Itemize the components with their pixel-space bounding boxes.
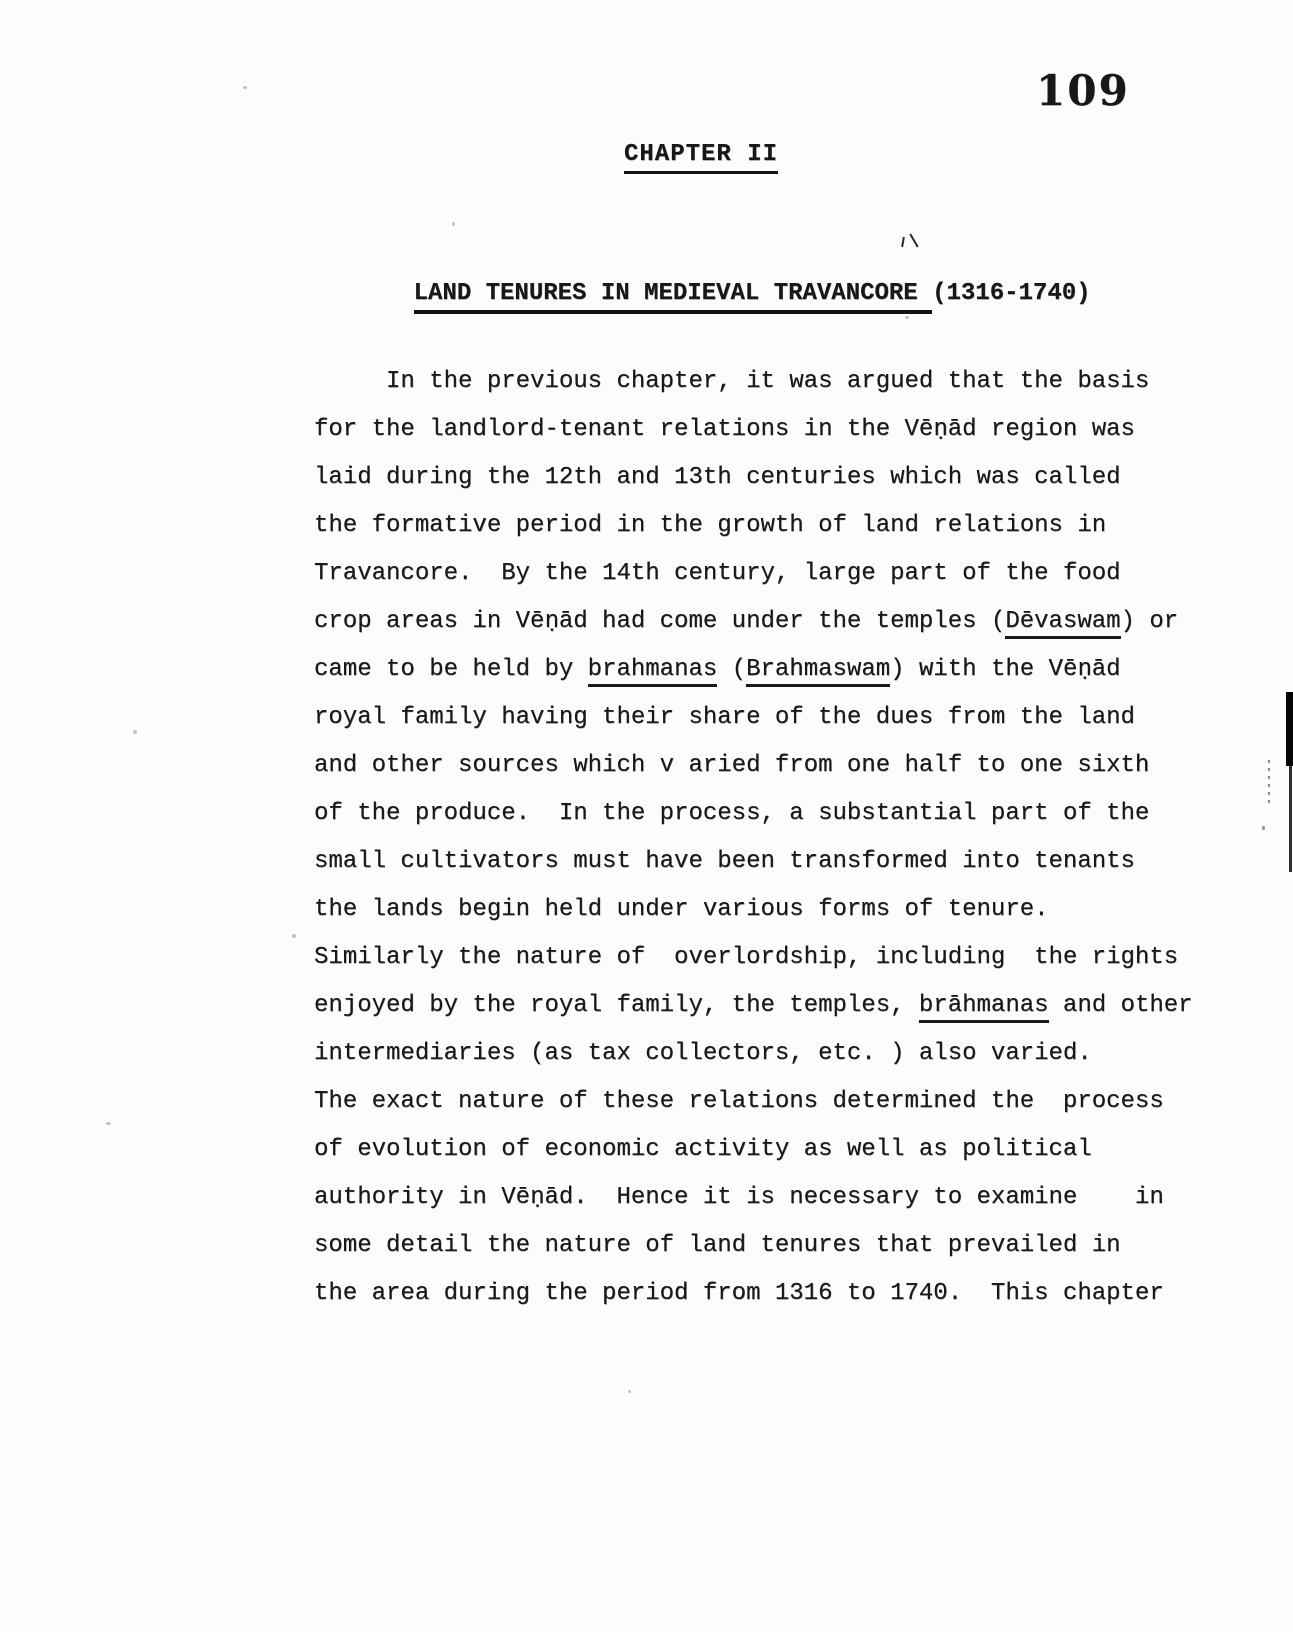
body-line (314, 406, 1193, 454)
document-title (356, 252, 1091, 342)
text-segment: ) or (1120, 608, 1179, 635)
scan-speck (106, 1122, 111, 1125)
text-segment: The exact nature of these relations determined the process (314, 1088, 1164, 1115)
body-line (314, 982, 1193, 1030)
text-segment: authority in Vēṇād. Hence it is necessary to examine in (314, 1184, 1164, 1211)
text-segment: and other (1048, 992, 1193, 1019)
underlined-term: Dēvaswam (1005, 608, 1120, 639)
page-number: 109 (1036, 66, 1130, 115)
scan-speck (905, 316, 909, 319)
text-segment: In the previous chapter, it was argued that the basis (314, 368, 1150, 395)
body-line (314, 694, 1193, 742)
text-segment: enjoyed by the royal family, the temples, (314, 992, 919, 1019)
stray-tick-mark (901, 237, 905, 247)
body-line (314, 1126, 1193, 1174)
underlined-term: brāhmanas (919, 992, 1049, 1023)
body-line (314, 502, 1193, 550)
scan-speck (628, 1390, 631, 1393)
text-segment: ) with the Vēṇād (890, 656, 1121, 683)
underlined-term: Brahmaswam (746, 656, 890, 687)
document-title-underlined: LAND TENURES IN MEDIEVAL TRAVANCORE (414, 280, 932, 315)
text-segment: of the produce. In the process, a substantial part of the (314, 800, 1150, 827)
text-segment: Travancore. By the 14th century, large part of the food (314, 560, 1121, 587)
body-line (314, 454, 1193, 502)
scan-edge-dot (1262, 826, 1265, 830)
body-line (314, 742, 1193, 790)
body-line (314, 1030, 1193, 1078)
scan-speck (243, 86, 247, 89)
body-line (314, 550, 1193, 598)
body-line (314, 1222, 1193, 1270)
body-line (314, 1174, 1193, 1222)
text-segment: intermediaries (as tax collectors, etc. ) also varied. (314, 1040, 1092, 1067)
text-segment: some detail the nature of land tenures that prevailed in (314, 1232, 1121, 1259)
body-line (314, 790, 1193, 838)
paragraph (314, 358, 1193, 1318)
text-segment: of evolution of economic activity as well as political (314, 1136, 1092, 1163)
text-segment: small cultivators must have been transformed into tenants (314, 848, 1135, 875)
body-line (314, 598, 1193, 646)
text-segment: and other sources which v aried from one half to one sixth (314, 752, 1150, 779)
chapter-heading (624, 142, 778, 174)
text-segment: ( (717, 656, 747, 683)
text-segment: came to be held by (314, 656, 588, 683)
text-segment: the area during the period from 1316 to 1740. This chapter (314, 1280, 1164, 1307)
underlined-term: brahmanas (588, 656, 718, 687)
scan-edge-line (1289, 766, 1292, 872)
body-line (314, 358, 1193, 406)
document-title-dates: (1316-1740) (932, 279, 1091, 307)
scan-speck (452, 222, 455, 226)
body-line (314, 1078, 1193, 1126)
text-segment: the formative period in the growth of land relations in (314, 512, 1107, 539)
scan-speck (292, 934, 296, 938)
chapter-heading-text: CHAPTER II (624, 142, 778, 174)
body-line (314, 838, 1193, 886)
scan-edge-dashes (1268, 760, 1270, 806)
text-segment: royal family having their share of the dues from the land (314, 704, 1135, 731)
text-segment: crop areas in Vēṇād had come under the temples ( (314, 608, 1006, 635)
stray-tick-mark (909, 234, 918, 248)
body-line (314, 934, 1193, 982)
scan-edge-bar (1286, 692, 1293, 766)
scan-speck (133, 730, 137, 734)
text-segment: the lands begin held under various forms of tenure. (314, 896, 1049, 923)
text-segment: for the landlord-tenant relations in the Vēṇād region was (314, 416, 1135, 443)
body-line (314, 1270, 1193, 1318)
text-segment: Similarly the nature of overlordship, including the rights (314, 944, 1179, 971)
body-line (314, 886, 1193, 934)
body-line (314, 646, 1193, 694)
text-segment: laid during the 12th and 13th centuries which was called (314, 464, 1121, 491)
